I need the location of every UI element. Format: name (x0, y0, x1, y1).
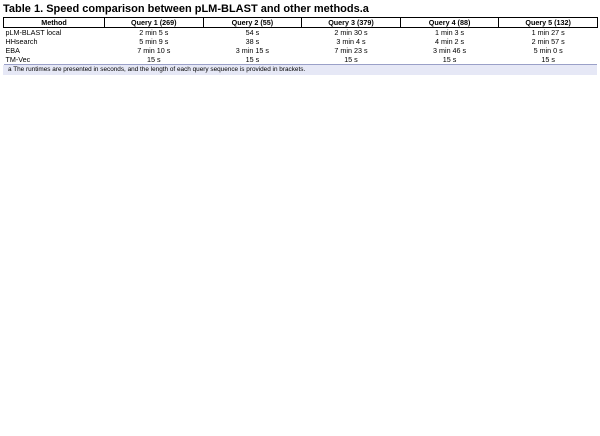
table-row (4, 37, 598, 46)
cell-method: pLM-BLAST local (5, 28, 62, 37)
header-query-4: Query 4 (88) (400, 18, 499, 28)
cell-query-4: 4 min 2 s (434, 37, 465, 46)
cell-query-3: 2 min 30 s (334, 28, 368, 37)
cell-method: TM-Vec (4, 55, 105, 65)
header-query-3: Query 3 (379) (302, 18, 401, 28)
cell-query-3: 7 min 23 s (334, 46, 368, 55)
cell-query-1: 2 min 5 s (139, 28, 169, 37)
cell-query-5: 15 s (499, 55, 598, 65)
cell-method: EBA (5, 46, 20, 55)
cell-query-2: 15 s (203, 55, 302, 65)
cell-query-5: 2 min 57 s (531, 37, 565, 46)
table-header-row (4, 18, 598, 28)
table-title: Table 1. Speed comparison between pLM-BLAST and other methods.a (3, 3, 369, 15)
cell-query-1: 15 s (105, 55, 204, 65)
cell-method: HHsearch (5, 37, 38, 46)
cell-query-5: 1 min 27 s (531, 28, 565, 37)
header-method: Method (4, 18, 105, 28)
header-query-5: Query 5 (132) (499, 18, 598, 28)
cell-query-4: 3 min 46 s (432, 46, 467, 55)
cell-query-2: 3 min 15 s (235, 46, 269, 55)
table-row (4, 46, 598, 55)
table-row (4, 28, 598, 38)
header-query-2: Query 2 (55) (203, 18, 302, 28)
cell-query-1: 7 min 10 s (137, 46, 171, 55)
cell-query-4: 15 s (400, 55, 499, 65)
document-page (3, 2, 597, 75)
cell-query-4: 1 min 3 s (434, 28, 465, 37)
table-row (4, 55, 598, 65)
cell-query-1: 5 min 9 s (139, 37, 169, 46)
cell-query-3: 3 min 4 s (336, 37, 366, 46)
table-footnote: a The runtimes are presented in seconds, and the length of each query sequence is provided in brackets. (3, 65, 597, 75)
cell-query-2: 54 s (245, 28, 260, 37)
header-query-1: Query 1 (269) (105, 18, 204, 28)
cell-query-3: 15 s (302, 55, 401, 65)
cell-query-5: 5 min 0 s (533, 46, 563, 55)
cell-query-2: 38 s (245, 37, 260, 46)
speed-comparison-table (3, 17, 598, 65)
